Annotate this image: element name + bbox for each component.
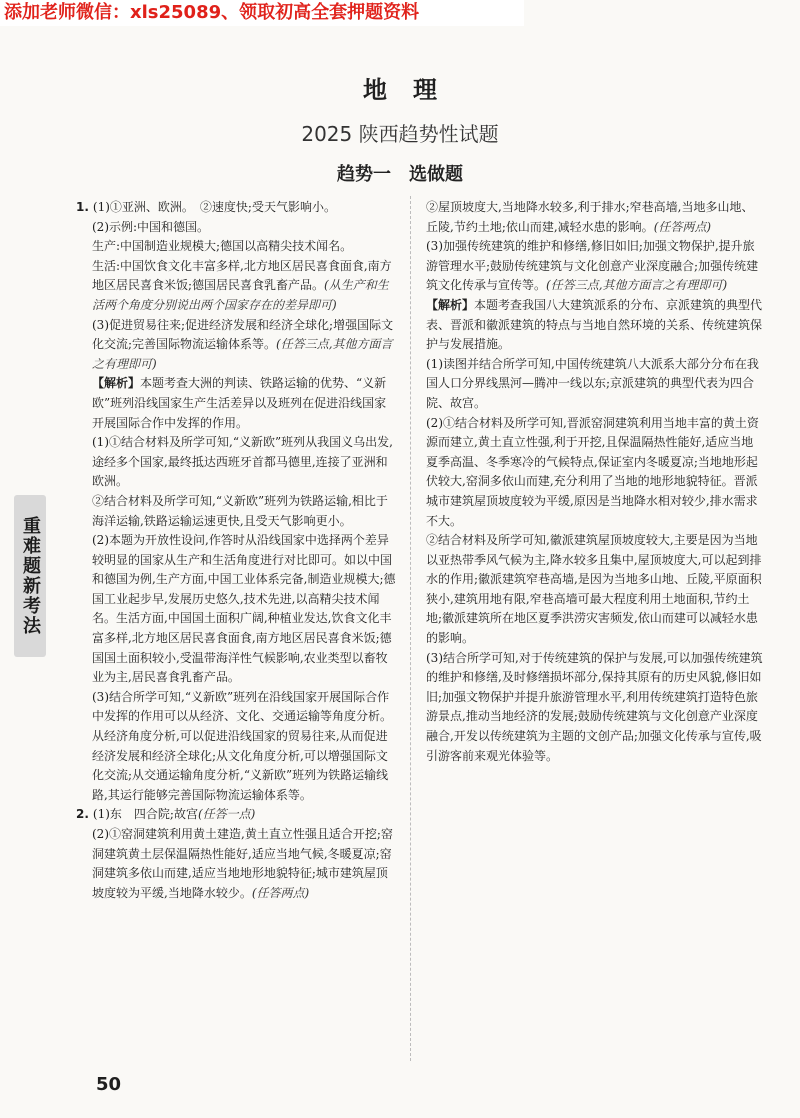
- q1-analysis: 【解析】本题考查大洲的判读、铁路运输的优势、“义新欧”班列沿线国家生产生活差异以及班列在促进沿线国家开展国际合作中发挥的作用。: [92, 376, 387, 430]
- q1-answer-2-life: 生活:中国饮食文化丰富多样,北方地区居民喜食面食,南方地区居民喜食米饭;德国居民喜食乳畜产品。(从生产和生活两个角度分别说出两个国家存在的差异即可): [92, 258, 392, 312]
- q2-analysis: 【解析】本题考查我国八大建筑派系的分布、京派建筑的典型代表、晋派和徽派建筑的特点与当地自然环境的关系、传统建筑保护与发展措施。: [426, 297, 763, 352]
- analysis-tag: 【解析】: [426, 297, 475, 312]
- q2-answer-2-2-note: (任答两点): [653, 219, 712, 234]
- q2-answer-2-1: (2)①窑洞建筑利用黄土建造,黄土直立性强且适合开挖;窑洞建筑黄土层保温隔热性能好,适应当地气候,冬暖夏凉;窑洞建筑多依山而建,适应当地地形地貌特征;城市建筑屋顶坡度较为平缓,当地降水较少。(任答两点): [92, 827, 393, 900]
- section-heading: 趋势一 选做题: [337, 164, 463, 185]
- q2-answer-2-2: ②屋顶坡度大,当地降水较多,利于排水;窄巷高墙,当地多山地、丘陵,节约土地;依山而建,减轻水患的影响。(任答两点): [426, 200, 754, 234]
- q2-answer-1: 2. (1)东 四合院;故宫(任答一点): [76, 807, 256, 822]
- page-title: 地理: [363, 76, 463, 104]
- q2-answer-1-note: (任答一点): [197, 807, 256, 822]
- exam-subtitle: 2025 陕西趋势性试题: [301, 122, 499, 146]
- analysis-tag: 【解析】: [92, 376, 141, 391]
- q1-answer-2-note: (从生产和生活两个角度分别说出两个国家存在的差异即可): [92, 278, 389, 312]
- q2-answer-2-1-note: (任答两点): [251, 885, 310, 900]
- q1-explain-1-2: ②结合材料及所学可知,“义新欧”班列为铁路运输,相比于海洋运输,铁路运输运速更快,且受天气影响更小。: [92, 493, 388, 528]
- q1-number: 1.: [76, 200, 89, 214]
- q1-explain-2: (2)本题为开放性设问,作答时从沿线国家中选择两个差异较明显的国家从生产和生活角度进行对比即可。如以中国和德国为例,生产方面,中国工业体系完备,制造业规模大;德国工业起步早,发展历史悠久,技术先进,以高精尖技术闻名。生活方面,中国国土面积广阔,种植业发达,饮食文化丰富多样,北方地区居民喜食面食,南方地区居民喜食米饭;德国国土面积较小,受温带海洋性气候影响,农业类型以畜牧业为主,居民喜食乳畜产品。: [92, 533, 396, 685]
- watermark-banner: 添加老师微信：xls25089、领取初高全套押题资料: [0, 0, 524, 26]
- q1-answer-2: (2)示例:中国和德国。: [92, 219, 210, 234]
- side-tab: [14, 495, 46, 657]
- q1-answer-3-note: (任答三点,其他方面言之有理即可): [92, 337, 393, 371]
- q1-answer-1: 1. (1)①亚洲、欧洲。 ②速度快;受天气影响小。: [76, 200, 336, 214]
- q2-number: 2.: [76, 807, 89, 822]
- page-number: 50: [96, 1074, 122, 1095]
- q1-explain-3: (3)结合所学可知,“义新欧”班列在沿线国家开展国际合作中发挥的作用可以从经济、文化、交通运输等角度分析。从经济角度分析,可以促进沿线国家的贸易往来,从而促进经济发展和经济全球化;从文化角度分析,可以增强国际文化交流;从交通运输角度分析,“义新欧”班列为铁路运输线路,其运行能够完善国际物流运输体系等。: [92, 689, 393, 802]
- q1-answer-2-production: 生产:中国制造业规模大;德国以高精尖技术闻名。: [92, 239, 353, 254]
- column-divider: [410, 196, 411, 1061]
- q2-answer-3: (3)加强传统建筑的维护和修缮,修旧如旧;加强文物保护,提升旅游管理水平;鼓励传统建筑与文化创意产业深度融合;加强传统建筑文化传承与宣传等。(任答三点,其他方面言之有理即可): [426, 239, 759, 293]
- right-column: [426, 198, 764, 766]
- q2-answer-3-note: (任答三点,其他方面言之有理即可): [546, 278, 728, 293]
- q1-answer-3: (3)促进贸易往来;促进经济发展和经济全球化;增强国际文化交流;完善国际物流运输体系等。(任答三点,其他方面言之有理即可): [92, 317, 394, 371]
- left-column: [62, 198, 398, 903]
- q2-explain-3: (3)结合所学可知,对于传统建筑的保护与发展,可以加强传统建筑的维护和修缮,及时修缮损坏部分,保持其原有的历史风貌,修旧如旧;加强文物保护并提升旅游管理水平,利用传统建筑打造特色旅游景点,推动当地经济的发展;鼓励传统建筑与文化创意产业深度融合,开发以传统建筑为主题的文创产品;加强文化传承与宣传,吸引游客前来观光体验等。: [426, 650, 763, 763]
- q2-explain-1: (1)读图并结合所学可知,中国传统建筑八大派系大部分分布在我国人口分界线黑河—腾冲一线以东;京派建筑的典型代表为四合院、故宫。: [426, 356, 759, 410]
- side-tab-label: 重难题新考法: [20, 516, 41, 636]
- q2-explain-2-1: (2)①结合材料及所学可知,晋派窑洞建筑利用当地丰富的黄土资源而建立,黄土直立性强,利于开挖,且保温隔热性能好,适应当地夏季高温、冬季寒冷的气候特点,保证室内冬暖夏凉;当地地形起伏较大,窑洞多依山而建,充分利用了当地的地形地貌特征。晋派城市建筑屋顶坡度较为平缓,原因是当地降水相对较少,排水需求不大。: [426, 415, 759, 528]
- q2-explain-2-2: ②结合材料及所学可知,徽派建筑屋顶坡度较大,主要是因为当地以亚热带季风气候为主,降水较多且集中,屋顶坡度大,可以起到排水的作用;徽派建筑窄巷高墙,是因为当地多山地、丘陵,平原面积狭小,建筑用地有限,窄巷高墙可最大程度利用土地面积,节约土地;徽派建筑所在地区夏季洪涝灾害频发,依山而建可以减轻水患的影响。: [426, 533, 762, 646]
- q1-explain-1-1: (1)①结合材料及所学可知,“义新欧”班列从我国义乌出发,途经多个国家,最终抵达西班牙首都马德里,连接了亚洲和欧洲。: [92, 435, 393, 489]
